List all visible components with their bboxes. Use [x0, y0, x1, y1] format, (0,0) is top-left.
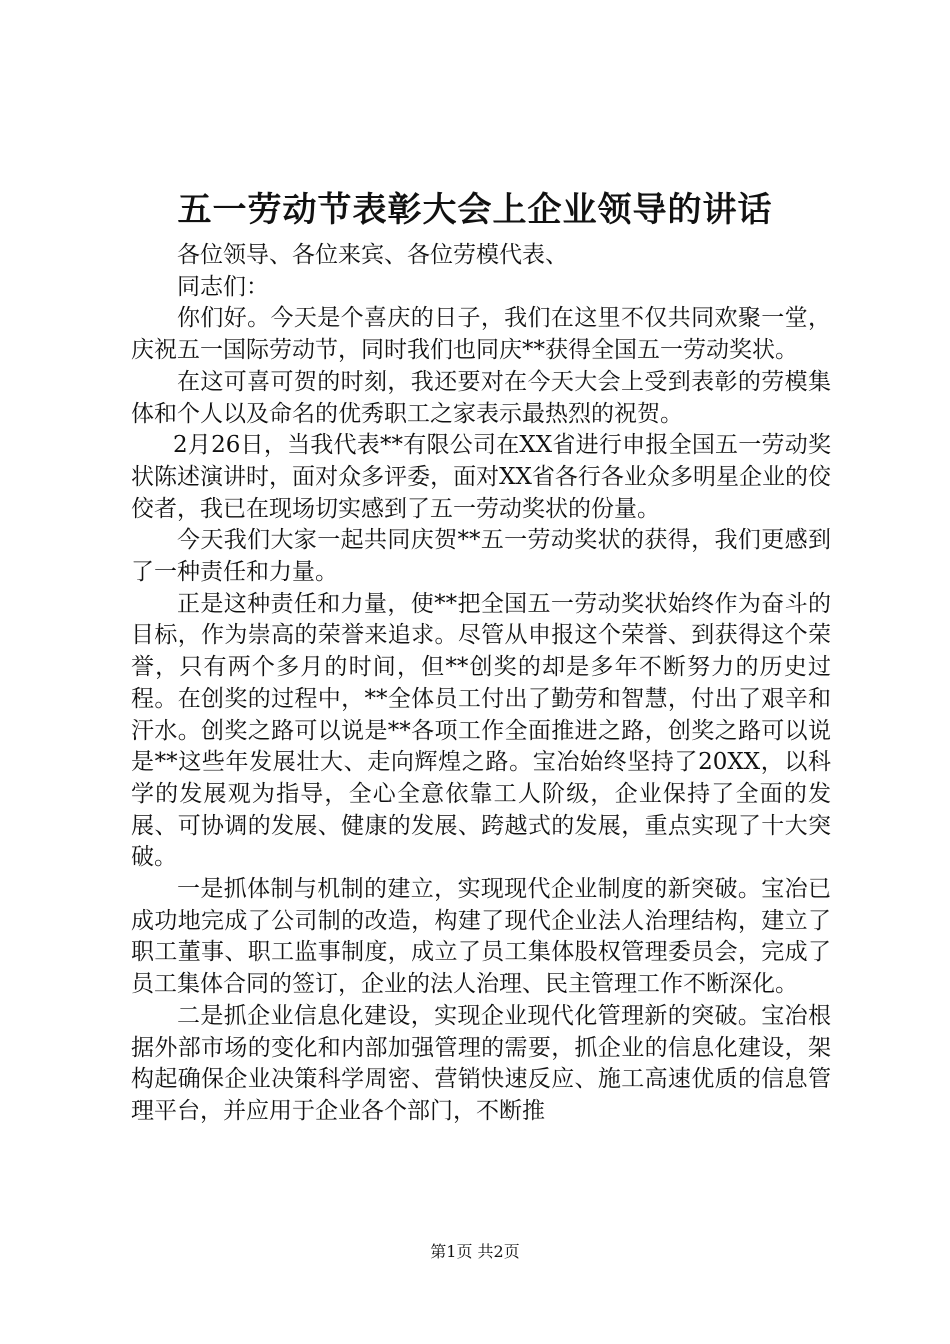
- document-title: 五一劳动节表彰大会上企业领导的讲话: [177, 190, 773, 230]
- salutation-line-2: 同志们：: [177, 273, 269, 300]
- paragraph-2: 在这可喜可贺的时刻，我还要对在今天大会上受到表彰的劳模集体和个人以及命名的优秀职工之家表示最热烈的祝贺。: [131, 368, 831, 427]
- paragraph-4: 今天我们大家一起共同庆贺**五一劳动奖状的获得，我们更感到了一种责任和力量。: [131, 527, 831, 586]
- paragraph-1: 你们好。今天是个喜庆的日子，我们在这里不仅共同欢聚一堂，庆祝五一国际劳动节，同时我们也同庆**获得全国五一劳动奖状。: [131, 305, 831, 364]
- paragraph-3: 2月26日，当我代表**有限公司在XX省进行申报全国五一劳动奖状陈述演讲时，面对众多评委，面对XX省各行各业众多明星企业的佼佼者，我已在现场切实感到了五一劳动奖状的份量。: [131, 432, 831, 522]
- document-body: [131, 240, 831, 1128]
- paragraph-5: 正是这种责任和力量，使**把全国五一劳动奖状始终作为奋斗的目标，作为崇高的荣誉来追求。尽管从申报这个荣誉、到获得这个荣誉，只有两个多月的时间，但**创奖的却是多年不断努力的历史过程。在创奖的过程中，**全体员工付出了勤劳和智慧，付出了艰辛和汗水。创奖之路可以说是**各项工作全面推进之路，创奖之路可以说是**这些年发展壮大、走向辉煌之路。宝冶始终坚持了20XX，以科学的发展观为指导，全心全意依靠工人阶级，企业保持了全面的发展、可协调的发展、健康的发展、跨越式的发展，重点实现了十大突破。: [131, 590, 831, 871]
- paragraph-6: 一是抓体制与机制的建立，实现现代企业制度的新突破。宝冶已成功地完成了公司制的改造，构建了现代企业法人治理结构，建立了职工董事、职工监事制度，成立了员工集体股权管理委员会，完成了员工集体合同的签订，企业的法人治理、民主管理工作不断深化。: [131, 876, 831, 998]
- page-footer: 第1页 共2页: [430, 1242, 520, 1261]
- paragraph-7: 二是抓企业信息化建设，实现企业现代化管理新的突破。宝冶根据外部市场的变化和内部加强管理的需要，抓企业的信息化建设，架构起确保企业决策科学周密、营销快速反应、施工高速优质的信息管理平台，并应用于企业各个部门，不断推: [131, 1002, 831, 1124]
- salutation-line-1: 各位领导、各位来宾、各位劳模代表、: [177, 242, 568, 268]
